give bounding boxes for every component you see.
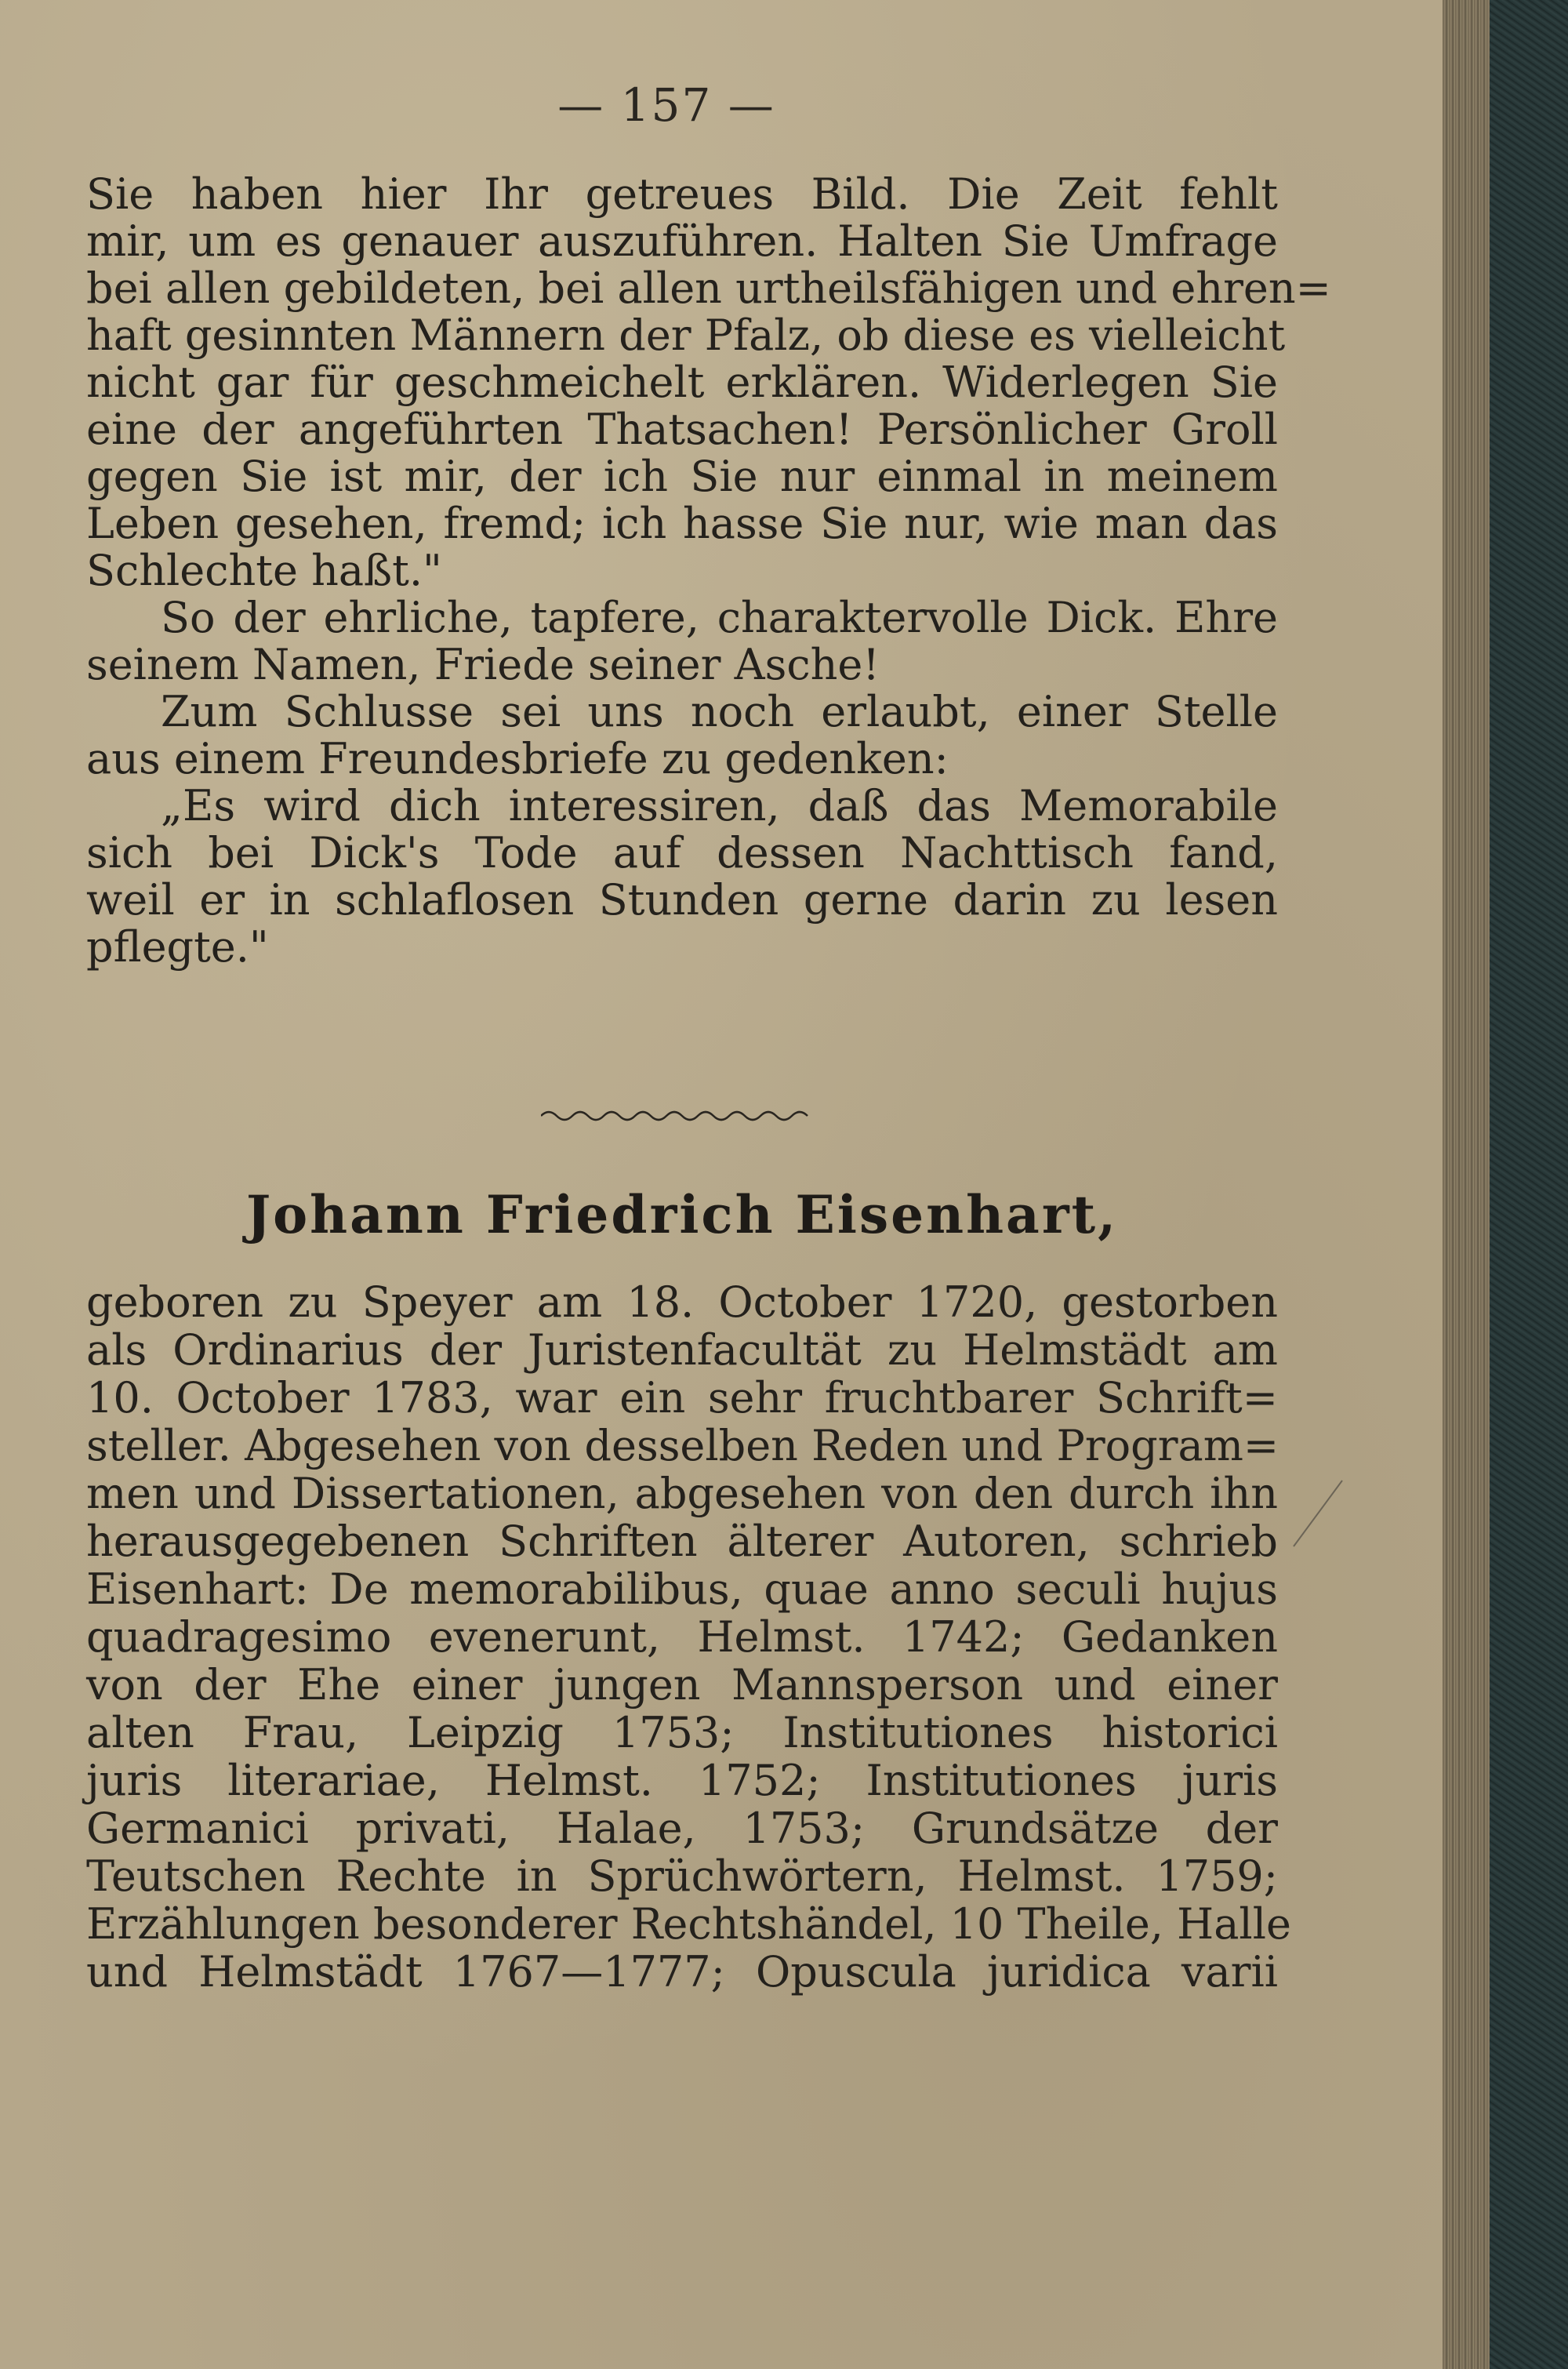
text-line: Sie haben hier Ihr getreues Bild. Die Zeit fehlt — [86, 169, 1278, 219]
text-line: weil er in schlaflosen Stunden gerne darin zu lesen — [86, 875, 1278, 925]
text-line: Schlechte haßt." — [86, 546, 442, 595]
text-line: steller. Abgesehen von desselben Reden und Program= — [86, 1421, 1279, 1470]
text-line: alten Frau, Leipzig 1753; Institutiones historici — [86, 1708, 1278, 1757]
section-heading: Johann Friedrich Eisenhart, — [245, 1184, 1119, 1245]
text-line: geboren zu Speyer am 18. October 1720, gestorben — [86, 1277, 1278, 1327]
text-line: juris literariae, Helmst. 1752; Institutiones juris — [86, 1756, 1278, 1805]
pencil-mark — [1286, 1474, 1348, 1553]
text-line: quadragesimo evenerunt, Helmst. 1742; Gedanken — [86, 1612, 1278, 1662]
wavy-separator — [541, 1104, 815, 1128]
text-line: nicht gar für geschmeichelt erklären. Widerlegen Sie — [86, 358, 1278, 407]
text-line: eine der angeführten Thatsachen! Persönlicher Groll — [86, 405, 1278, 454]
text-line: sich bei Dick's Tode auf dessen Nachttisch fand, — [86, 828, 1278, 877]
paragraph-quote — [86, 783, 1278, 971]
text-line: gegen Sie ist mir, der ich Sie nur einmal in meinem — [86, 452, 1278, 501]
paragraph-tribute — [86, 594, 1278, 689]
paragraph-closing — [86, 689, 1278, 783]
text-line: Teutschen Rechte in Sprüchwörtern, Helmst. 1759; — [86, 1851, 1278, 1901]
paragraph-dick-letter-end — [86, 169, 1331, 595]
text-line: und Helmstädt 1767—1777; Opuscula juridica varii — [86, 1947, 1278, 1997]
text-line: von der Ehe einer jungen Mannsperson und einer — [86, 1660, 1278, 1710]
page-gutter — [1443, 0, 1490, 2369]
text-line: herausgegebenen Schriften älterer Autoren, schrieb — [86, 1517, 1278, 1566]
lower-text-block — [86, 1277, 1291, 1997]
text-line: seinem Namen, Friede seiner Asche! — [86, 640, 880, 689]
text-line: men und Dissertationen, abgesehen von den durch ihn — [86, 1469, 1278, 1518]
text-line: So der ehrliche, tapfere, charaktervolle Dick. Ehre — [161, 593, 1278, 642]
text-line: Germanici privati, Halae, 1753; Grundsätze der — [86, 1804, 1278, 1853]
text-line: Eisenhart: De memorabilibus, quae anno seculi hujus — [86, 1564, 1278, 1614]
page-number: — 157 — — [557, 78, 775, 132]
book-binding — [1490, 0, 1568, 2369]
text-line: als Ordinarius der Juristenfacultät zu Helmstädt am — [86, 1325, 1278, 1375]
text-line: Erzählungen besonderer Rechtshändel, 10 Theile, Halle — [86, 1899, 1291, 1949]
text-line: Leben gesehen, fremd; ich hasse Sie nur, wie man das — [86, 499, 1278, 548]
text-line: bei allen gebildeten, bei allen urtheilsfähigen und ehren= — [86, 263, 1331, 313]
text-line: aus einem Freundesbriefe zu gedenken: — [86, 734, 949, 783]
upper-text-block — [86, 169, 1331, 972]
text-line: mir, um es genauer auszuführen. Halten Sie Umfrage — [86, 216, 1278, 266]
text-line: haft gesinnten Männern der Pfalz, ob diese es vielleicht — [86, 311, 1286, 360]
text-line: pflegte." — [86, 922, 269, 972]
text-line: Zum Schlusse sei uns noch erlaubt, einer Stelle — [161, 687, 1278, 736]
text-line: „Es wird dich interessiren, daß das Memorabile — [161, 781, 1278, 830]
text-line: 10. October 1783, war ein sehr fruchtbarer Schrift= — [86, 1373, 1278, 1422]
